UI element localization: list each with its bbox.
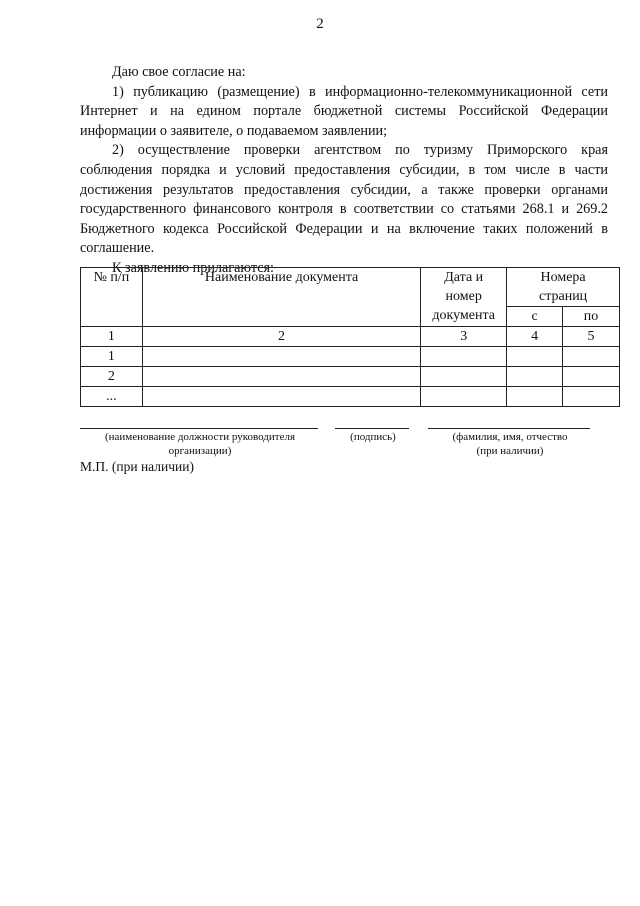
position-line: [80, 428, 318, 429]
signature-line: [335, 428, 409, 429]
header-pages-line2: страниц: [538, 289, 588, 304]
name-line: [428, 428, 590, 429]
index-cell: 5: [563, 327, 620, 347]
position-caption-line1: (наименование должности руководителя: [104, 431, 296, 443]
header-pages-to: по: [563, 307, 620, 327]
consent-item-1: 1) публикацию (размещение) в информационно-телекоммуникационной сети Интернет и на едином портале бюджетной системы Российской Федерации информации о заявителе, о подаваемом заявлении;: [80, 83, 608, 139]
row-cell: [142, 387, 420, 407]
header-doc-name: Наименование документа: [142, 268, 420, 327]
table-row: [81, 367, 620, 387]
table-index-row: [81, 327, 620, 347]
row-cell: [421, 347, 507, 367]
row-cell: [142, 347, 420, 367]
header-pages-line1: Номера: [540, 270, 586, 285]
position-caption-line2: организации): [168, 445, 232, 457]
table-row: [81, 387, 620, 407]
row-number: 1: [81, 347, 143, 367]
consent-item-2: 2) осуществление проверки агентством по туризму Приморского края соблюдения порядка и условий предоставления субсидии, в том числе в части достижения результатов предоставления субсидии, а также проверки органами государственного финансового контроля в соответствии со статьями 268.1 и 269.2 Бюджетного кодекса Российской Федерации и на включение таких положений в соглашение.: [80, 142, 608, 257]
signature-caption: (подпись): [350, 431, 396, 443]
index-cell: 2: [142, 327, 420, 347]
row-cell: [421, 387, 507, 407]
header-date-line3: документа: [432, 308, 496, 323]
row-number: ...: [81, 387, 143, 407]
row-cell: [563, 347, 620, 367]
table-header-row: [81, 268, 620, 307]
consent-intro: Даю свое согласие на:: [112, 64, 246, 80]
row-cell: [507, 347, 563, 367]
name-caption-line2: (при наличии): [476, 445, 544, 457]
row-cell: [507, 367, 563, 387]
row-cell: [421, 367, 507, 387]
index-cell: 3: [421, 327, 507, 347]
row-number: 2: [81, 367, 143, 387]
index-cell: 4: [507, 327, 563, 347]
header-date-line2: номер: [445, 289, 482, 304]
row-cell: [563, 387, 620, 407]
header-date-number: [421, 268, 507, 327]
stamp-note: М.П. (при наличии): [80, 459, 194, 474]
attachments-table: [80, 267, 620, 407]
name-caption: [424, 430, 596, 458]
header-num: № п/п: [81, 268, 143, 327]
header-pages: [507, 268, 620, 307]
name-caption-line1: (фамилия, имя, отчество: [452, 431, 568, 443]
page-number: 2: [316, 16, 324, 32]
row-cell: [142, 367, 420, 387]
row-cell: [563, 367, 620, 387]
consent-text: [80, 63, 608, 279]
row-cell: [507, 387, 563, 407]
table-row: [81, 347, 620, 367]
header-pages-from: с: [507, 307, 563, 327]
header-date-line1: Дата и: [444, 270, 484, 285]
index-cell: 1: [81, 327, 143, 347]
position-caption: [80, 430, 320, 458]
attachments-intro: К заявлению прилагаются:: [112, 259, 274, 276]
